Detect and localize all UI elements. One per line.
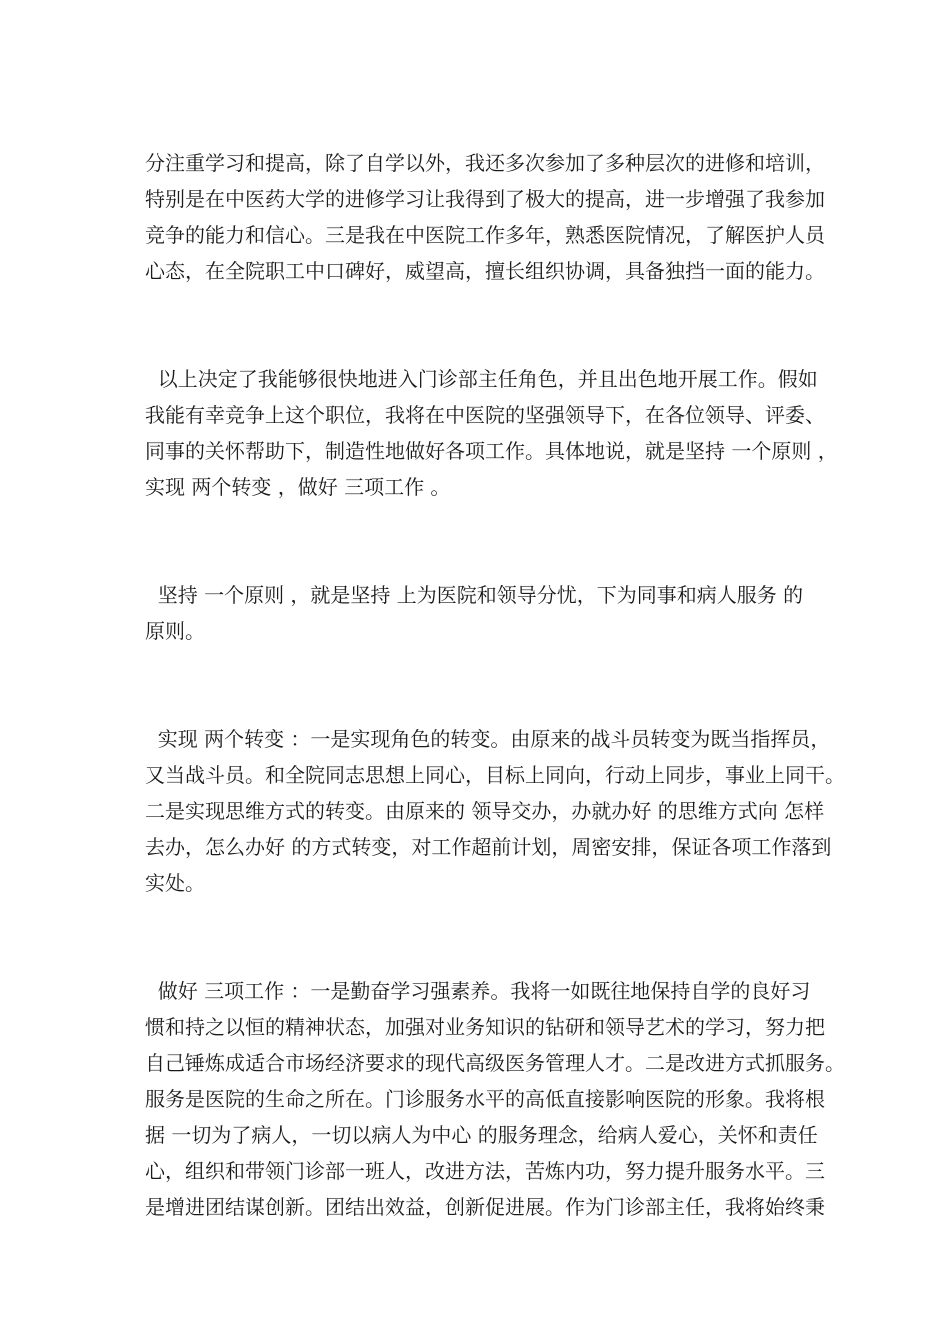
text-line: 是增进团结谋创新。团结出效益，创新促进展。作为门诊部主任，我将始终秉 bbox=[145, 1195, 825, 1219]
text-line: 实现 两个转变 ：一是实现角色的转变。由原来的战斗员转变为既当指挥员， bbox=[145, 727, 831, 751]
text-line: 心态，在全院职工中口碑好，威望高，擅长组织协调，具备独挡一面的能力。 bbox=[145, 259, 825, 283]
text-line: 特别是在中医药大学的进修学习让我得到了极大的提高，进一步增强了我参加 bbox=[145, 187, 825, 211]
text-line: 据 一切为了病人，一切以病人为中心 的服务理念，给病人爱心，关怀和责任 bbox=[145, 1123, 818, 1147]
text-line: 二是实现思维方式的转变。由原来的 领导交办，办就办好 的思维方式向 怎样 bbox=[145, 799, 825, 823]
text-line: 实现 两个转变 ，做好 三项工作 。 bbox=[145, 475, 451, 499]
text-line: 惯和持之以恒的精神状态，加强对业务知识的钻研和领导艺术的学习，努力把 bbox=[145, 1015, 825, 1039]
text-line: 做好 三项工作 ：一是勤奋学习强素养。我将一如既往地保持自学的良好习 bbox=[145, 979, 811, 1003]
text-line: 实处。 bbox=[145, 871, 205, 895]
text-line: 去办，怎么办好 的方式转变，对工作超前计划，周密安排，保证各项工作落到 bbox=[145, 835, 832, 859]
text-line: 以上决定了我能够很快地进入门诊部主任角色，并且出色地开展工作。假如 bbox=[145, 367, 818, 391]
text-line: 同事的关怀帮助下，制造性地做好各项工作。具体地说，就是坚持 一个原则 ， bbox=[145, 439, 838, 463]
text-line: 分注重学习和提高，除了自学以外，我还多次参加了多种层次的进修和培训， bbox=[145, 151, 825, 175]
text-line: 服务是医院的生命之所在。门诊服务水平的高低直接影响医院的形象。我将根 bbox=[145, 1087, 825, 1111]
text-line: 又当战斗员。和全院同志思想上同心，目标上同向，行动上同步，事业上同干。 bbox=[145, 763, 845, 787]
text-line: 竞争的能力和信心。三是我在中医院工作多年，熟悉医院情况，了解医护人员 bbox=[145, 223, 825, 247]
text-line: 心，组织和带领门诊部一班人，改进方法，苦炼内功，努力提升服务水平。三 bbox=[145, 1159, 825, 1183]
text-line: 自己锤炼成适合市场经济要求的现代高级医务管理人才。二是改进方式抓服务。 bbox=[145, 1051, 845, 1075]
text-line: 坚持 一个原则 ，就是坚持 上为医院和领导分忧，下为同事和病人服务 的 bbox=[145, 583, 804, 607]
text-line: 我能有幸竞争上这个职位，我将在中医院的坚强领导下，在各位领导、评委、 bbox=[145, 403, 825, 427]
text-line: 原则。 bbox=[145, 619, 205, 643]
